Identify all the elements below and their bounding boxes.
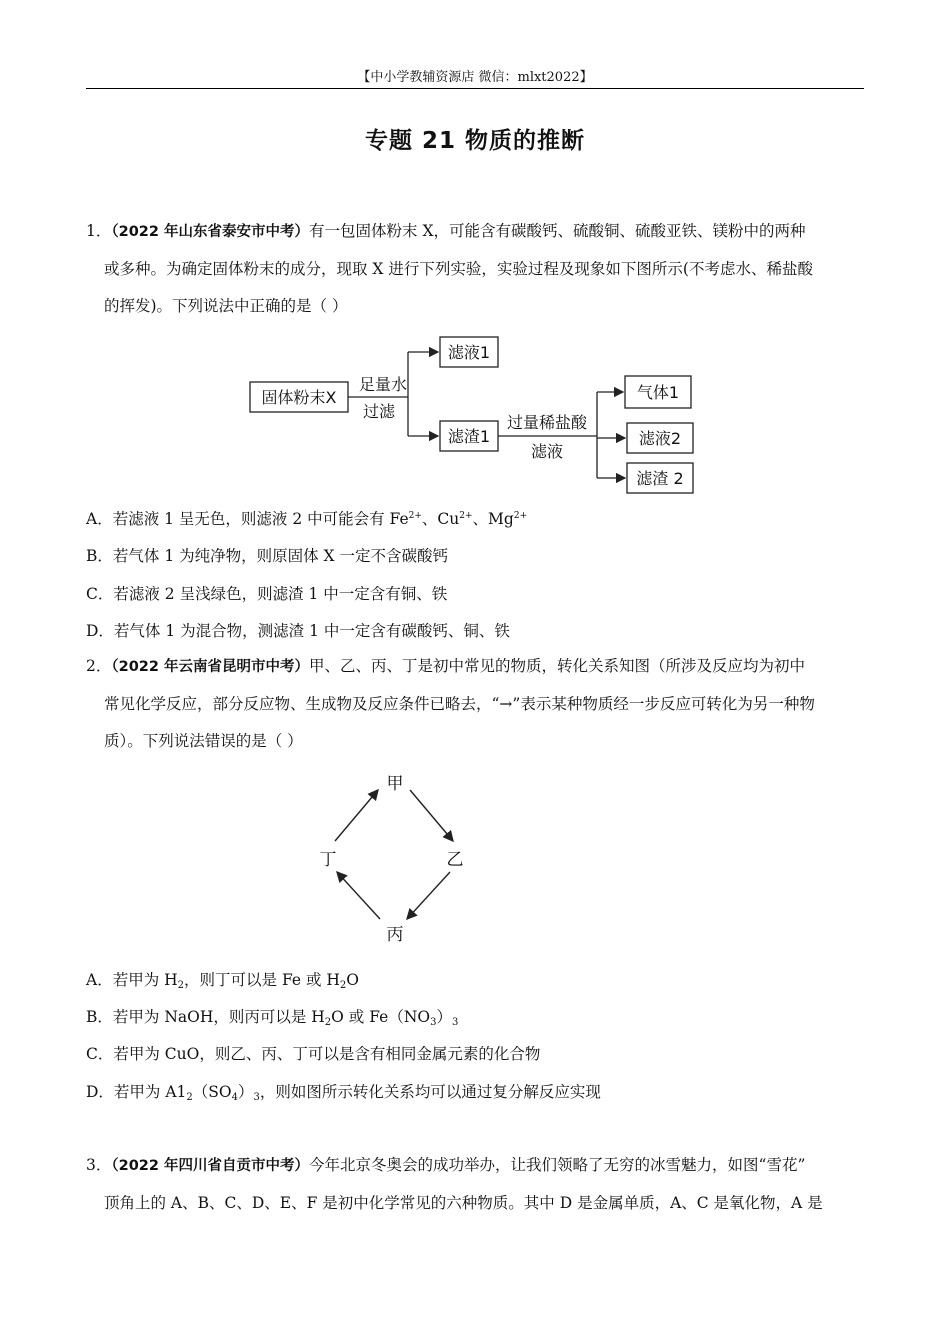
label-step1-bottom: 过滤 — [362, 402, 396, 421]
q1-option-b: B．若气体 1 为纯净物，则原固体 X 一定不含碳酸钙 — [86, 547, 448, 565]
q2-line1 — [86, 648, 868, 686]
q1-line2: 或多种。为确定固体粉末的成分，现取 X 进行下列实验，实验过程及现象如下图所示(不考虑水、稀盐酸 — [104, 260, 813, 278]
question-2 — [86, 648, 868, 760]
label-residue-1: 滤渣1 — [447, 427, 491, 446]
label-gas-1: 气体1 — [636, 383, 680, 402]
q3-number: 3． — [86, 1156, 112, 1174]
arrow-jia-to-yi — [410, 790, 453, 841]
q3-source: （2022 年四川省自贡市中考） — [111, 1158, 310, 1174]
label-step2-top: 过量稀盐酸 — [506, 413, 588, 432]
q2-option-c: C．若甲为 CuO，则乙、丙、丁可以是含有相同金属元素的化合物 — [86, 1045, 541, 1063]
arrow-yi-to-bing — [407, 872, 450, 919]
question-1 — [86, 213, 868, 325]
page-header: 【中小学教辅资源店 微信：mlxt2022】 — [357, 70, 593, 85]
q3-line2: 顶角上的 A、B、C、D、E、F 是初中化学常见的六种物质。其中 D 是金属单质，A、C 是氧化物，A 是 — [104, 1194, 823, 1212]
q2-cycle-diagram — [310, 768, 480, 948]
label-solid-x: 固体粉末X — [261, 388, 337, 407]
label-step1-top: 足量水 — [358, 375, 408, 394]
q2-option-b: B．若甲为 NaOH，则丙可以是 $H_2O$ 或 $Fe(NO_3)_3$ — [86, 1008, 459, 1028]
q1-option-c: C．若滤液 2 呈浅绿色，则滤渣 1 中一定含有铜、铁 — [86, 585, 448, 603]
node-yi: 乙 — [446, 850, 464, 870]
q1-line1 — [86, 213, 868, 251]
arrow-ding-to-jia — [335, 790, 378, 841]
q2-number: 2． — [86, 657, 112, 675]
q3-line1 — [86, 1147, 868, 1185]
node-bing: 丙 — [386, 925, 404, 945]
label-filtrate-1: 滤液1 — [447, 343, 491, 362]
q1-option-d: D．若气体 1 为混合物，测滤渣 1 中一定含有碳酸钙、铜、铁 — [86, 622, 510, 640]
label-residue-2: 滤渣 2 — [636, 469, 684, 488]
label-filtrate-2: 滤液2 — [638, 429, 682, 448]
node-jia: 甲 — [386, 774, 404, 794]
question-3 — [86, 1147, 868, 1222]
q1-source: （2022 年山东省泰安市中考） — [111, 224, 310, 240]
q2-line2: 常见化学反应，部分反应物、生成物及反应条件已略去，“→”表示某种物质经一步反应可转化为另一种物 — [104, 695, 815, 713]
node-ding: 丁 — [319, 850, 337, 870]
q2-source: （2022 年云南省昆明市中考） — [111, 659, 310, 675]
q2-text-1: 甲、乙、丙、丁是初中常见的物质，转化关系知图（所涉及反应均为初中 — [309, 657, 806, 675]
q1-text-1: 有一包固体粉末 X，可能含有碳酸钙、硫酸铜、硫酸亚铁、镁粉中的两种 — [309, 222, 806, 240]
label-step2-bottom: 滤液 — [530, 442, 564, 461]
page-title: 专题 21 物质的推断 — [364, 128, 586, 154]
q2-option-d: D．若甲为 $A1_2(SO_4)_3$，则如图所示转化关系均可以通过复分解反应实现 — [86, 1083, 601, 1103]
q2-option-a: A．若甲为 $H_2$，则丁可以是 Fe 或 $H_2O$ — [86, 971, 359, 991]
q1-flowchart — [240, 330, 710, 500]
q3-text-1: 今年北京冬奥会的成功举办，让我们领略了无穷的冰雪魅力，如图“雪花” — [309, 1156, 806, 1174]
header-divider — [86, 88, 864, 89]
q1-line3: 的挥发)。下列说法中正确的是（ ） — [104, 297, 348, 315]
q1-option-a: A．若滤液 1 呈无色，则滤液 2 中可能会有 $Fe^{2+}$、$Cu^{2+}$、$Mg^{2+}$ — [86, 510, 528, 528]
arrow-bing-to-ding — [337, 872, 380, 919]
q2-line3: 质）。下列说法错误的是（ ） — [104, 732, 303, 750]
q1-number: 1． — [86, 222, 112, 240]
